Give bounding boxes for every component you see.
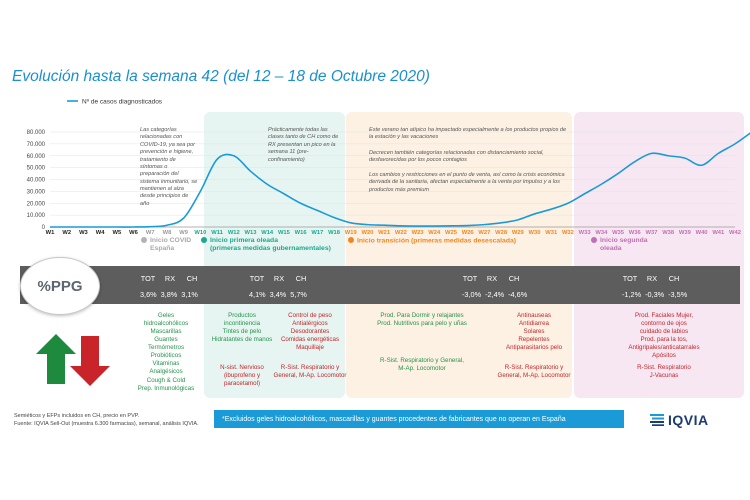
metric-header-tot: TOT (622, 274, 638, 283)
x-tick-label: W19 (344, 230, 357, 236)
x-tick-label: W38 (662, 230, 675, 236)
x-tick-label: W39 (678, 230, 691, 236)
metrics-period-3 (462, 274, 527, 299)
phase-second-wave (591, 237, 648, 254)
metric-header-ch: CH (186, 274, 198, 283)
x-tick-label: W13 (244, 230, 257, 236)
x-tick-label: W14 (261, 230, 274, 236)
metric-header-tot: TOT (249, 274, 265, 283)
x-tick-label: W25 (445, 230, 457, 236)
y-tick-label: 60.000 (26, 153, 45, 160)
metric-header-tot: TOT (140, 274, 156, 283)
phase-dot (141, 237, 147, 243)
page-title: Evolución hasta la semana 42 (del 12 – 18 de Octubre 2020) (12, 68, 430, 85)
list-p3-down-b: R-Sist. Respiratorio y General, M-Ap. Locomotor (497, 364, 571, 380)
list-p4-up: Prod. Faciales Mujer, contorno de ojos cuidado de labios Prod. para la tos, Antigripales/anticatarrales Apósitos (628, 312, 700, 360)
metric-header-rx: RX (273, 274, 285, 283)
ppg-badge: %PPG (20, 257, 100, 315)
metric-tot: -1,2% (622, 290, 642, 299)
phase-dot (348, 237, 354, 243)
x-tick-label: W27 (478, 230, 491, 236)
x-tick-label: W40 (695, 230, 708, 236)
list-p3-up-a: Prod. Para Dormir y relajantes Prod. Nutritivos para pelo y uñas (377, 312, 467, 328)
metric-header-rx: RX (164, 274, 176, 283)
iqvia-mark-icon (650, 414, 664, 426)
list-p1-up: Geles hidroalcohólicos Mascarillas Guantes Termómetros Probióticos Vitaminas Analgésicos Cough & Cold Prep. Inmunológicas (137, 312, 195, 392)
y-tick-label: 70.000 (26, 141, 45, 148)
metric-header-ch: CH (508, 274, 520, 283)
x-tick-label: W6 (129, 230, 138, 236)
x-tick-label: W18 (328, 230, 340, 236)
metric-tot: -3,0% (462, 290, 482, 299)
phase-label: Inicio COVID España (150, 237, 192, 253)
metrics-period-4 (622, 274, 687, 299)
metric-tot: 4,1% (249, 290, 266, 299)
x-tick-label: W3 (79, 230, 88, 236)
note-restrictions: Los cambios y restricciones en el punto de venta, así como la crisis económica derivada de la sanitaria, afectan especialmente a la venta por impulso y a los productos más premium (369, 172, 565, 193)
metric-rx: 3,4% (269, 290, 287, 299)
x-tick-label: W12 (227, 230, 240, 236)
list-p2-down-b: R-Sist. Respiratorio y General, M-Ap. Locomotor (273, 364, 347, 380)
x-tick-label: W21 (378, 230, 391, 236)
list-p3-up-b: Antinauseas Antidiarrea Solares Repelentes Antiparasitarios pelo (505, 312, 563, 352)
x-tick-label: W15 (277, 230, 290, 236)
y-tick-label: 0 (41, 225, 45, 231)
x-tick-label: W8 (162, 230, 172, 236)
phase-label: Inicio segunda oleada (600, 237, 648, 253)
phase-transition (348, 237, 516, 246)
y-tick-label: 40.000 (26, 177, 45, 184)
y-tick-label: 20.000 (26, 201, 45, 208)
x-tick-label: W36 (628, 230, 641, 236)
metric-tot: 3,6% (140, 290, 157, 299)
legend-label: Nº de casos diagnosticados (82, 98, 163, 106)
note-week11-peak: Prácticamente todas las clases tanto de CH como de RX presentan un pico en la semana 11 (pre- confinamiento) (268, 127, 339, 163)
x-tick-label: W41 (712, 230, 725, 236)
list-p2-up-a: Productos incontinencia Tintes de pelo Hidratantes de manos (211, 312, 273, 344)
x-tick-label: W22 (394, 230, 407, 236)
phase-label: Inicio transición (primeras medidas desescalada) (357, 237, 517, 245)
x-tick-label: W24 (428, 230, 441, 236)
x-tick-label: W28 (495, 230, 508, 236)
x-tick-label: W1 (45, 230, 55, 236)
list-p2-down-a: N-sist. Nervioso (ibuprofeno y paracetamol) (220, 364, 264, 388)
x-tick-label: W34 (595, 230, 608, 236)
y-tick-label: 10.000 (26, 213, 45, 220)
metric-ch: 5,7% (290, 290, 307, 299)
note-covid-categories: Las categorías relacionadas con COVID-19, ya sea por prevención e higiene, tratamiento de síntomas o preparación del sistema inmunitario, se mantienen al alza desde principios de año (140, 127, 198, 207)
disclaimer-banner: *Excluidos geles hidroalcohólicos, mascarillas y guantes procedentes de fabricantes que no operan en España (214, 410, 624, 428)
metric-rx: -2,4% (485, 290, 505, 299)
metric-ch: 3,1% (181, 290, 198, 299)
brand-name: IQVIA (668, 412, 709, 428)
x-tick-label: W4 (95, 230, 105, 236)
x-tick-label: W16 (294, 230, 307, 236)
list-p2-up-b: Control de peso Antialérgicos Desodorantes Comidas energéticas Maquillaje (280, 312, 340, 352)
trend-arrows (36, 334, 116, 386)
metric-ch: -3,5% (668, 290, 688, 299)
x-tick-label: W26 (461, 230, 474, 236)
phase-label: Inicio primera oleada (primeras medidas gubernamentales) (210, 237, 331, 253)
phase-first-wave (201, 237, 331, 254)
x-tick-label: W37 (645, 230, 658, 236)
x-tick-label: W17 (311, 230, 324, 236)
phase-dot (201, 237, 207, 243)
x-tick-label: W23 (411, 230, 424, 236)
x-tick-label: W42 (729, 230, 741, 236)
y-tick-label: 30.000 (26, 189, 45, 196)
x-tick-label: W30 (528, 230, 541, 236)
footnote: Semiéticos y EFPs incluidos en CH, precio en PVP. Fuente: IQVIA Sell-Out (muestra 6.300 farmacias), semanal, análisis IQVIA. (14, 413, 199, 427)
metric-ch: -4,6% (508, 290, 528, 299)
metric-header-tot: TOT (462, 274, 478, 283)
y-tick-label: 50.000 (26, 165, 45, 172)
list-p4-down: R-Sist. Respiratorio J-Vacunas (637, 364, 691, 380)
metric-rx: -0,3% (645, 290, 665, 299)
x-tick-label: W10 (194, 230, 207, 236)
x-tick-label: W35 (612, 230, 625, 236)
metric-header-ch: CH (295, 274, 307, 283)
x-tick-label: W7 (145, 230, 155, 236)
x-tick-label: W32 (561, 230, 574, 236)
x-tick-label: W33 (578, 230, 591, 236)
list-p3-down-a: R-Sist. Respiratorio y General, M-Ap. Locomotor (380, 357, 464, 373)
metric-header-rx: RX (646, 274, 658, 283)
metrics-period-2 (249, 274, 309, 299)
x-tick-label: W20 (361, 230, 374, 236)
x-tick-label: W5 (112, 230, 122, 236)
up-arrow-icon (36, 334, 76, 384)
metric-header-rx: RX (486, 274, 498, 283)
x-tick-label: W9 (179, 230, 189, 236)
phase-covid-start (141, 237, 191, 254)
metrics-period-1 (140, 274, 200, 299)
metric-header-ch: CH (668, 274, 680, 283)
brand-logo (650, 412, 709, 428)
phase-dot (591, 237, 597, 243)
x-tick-label: W2 (62, 230, 72, 236)
x-tick-label: W31 (545, 230, 558, 236)
x-tick-label: W29 (511, 230, 524, 236)
note-social-distance: Decrecen también categorías relacionadas con distanciamiento social, desfavorecidas por los pocos contagios (369, 150, 544, 164)
down-arrow-icon (70, 336, 110, 386)
y-tick-label: 80.000 (26, 130, 45, 136)
metric-rx: 3,8% (160, 290, 178, 299)
x-tick-label: W11 (211, 230, 223, 236)
note-summer: Este verano tan atípico ha impactado especialmente a los productos propios de la estación y las vacaciones (369, 127, 567, 141)
